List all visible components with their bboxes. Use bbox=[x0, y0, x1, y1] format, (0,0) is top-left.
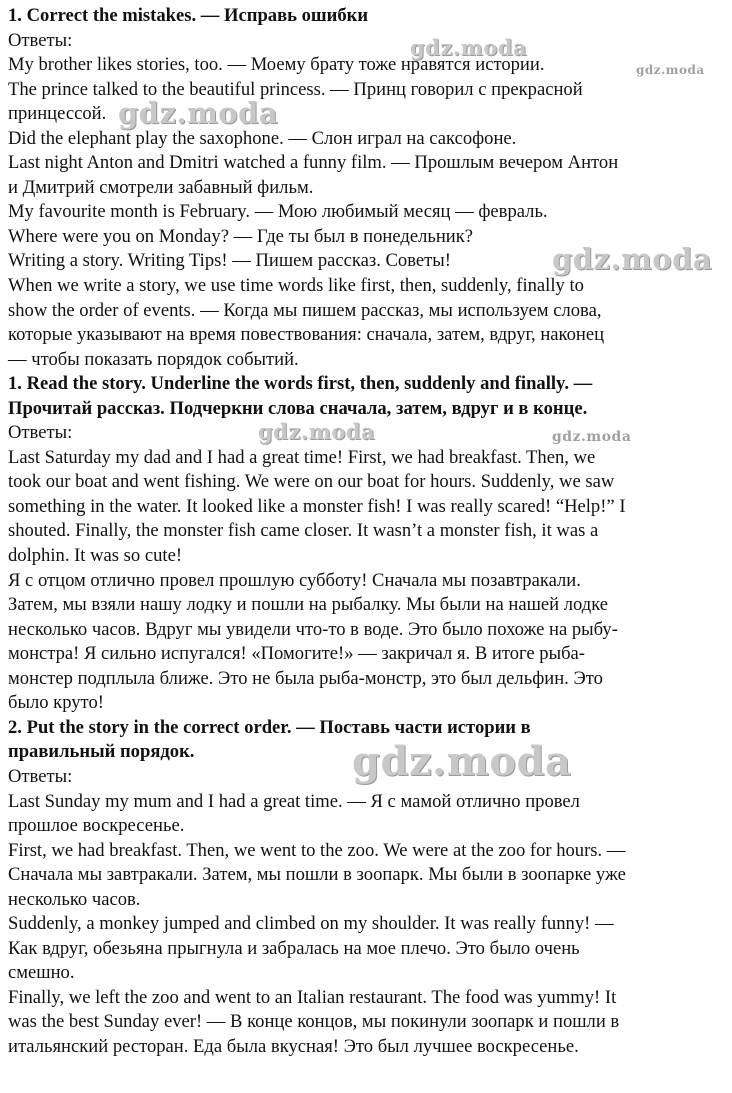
section-heading: 1. Correct the mistakes. — Исправь ошибки bbox=[8, 5, 369, 26]
text-line: Last Saturday my dad and I had a great time! First, we had breakfast. Then, we bbox=[8, 446, 596, 468]
document-body bbox=[8, 4, 724, 1060]
text-line: First, we had breakfast. Then, we went to the zoo. We were at the zoo for hours. — bbox=[8, 839, 626, 861]
text-line: несколько часов. bbox=[8, 888, 141, 910]
text-line: Writing a story. Writing Tips! — Пишем рассказ. Советы! bbox=[8, 250, 451, 272]
text-line: Suddenly, a monkey jumped and climbed on my shoulder. It was really funny! — bbox=[8, 913, 614, 935]
text-line: несколько часов. Вдруг мы увидели что-то в воде. Это было похоже на рыбу- bbox=[8, 618, 618, 640]
watermark: gdz.moda bbox=[552, 242, 713, 276]
text-line: Did the elephant play the saxophone. — Слон играл на саксофоне. bbox=[8, 127, 517, 149]
text-line: Where were you on Monday? — Где ты был в понедельник? bbox=[8, 225, 474, 247]
text-line: shouted. Finally, the monster fish came closer. It wasn’t a monster fish, it was a bbox=[8, 520, 599, 542]
watermark: gdz.moda bbox=[552, 429, 632, 445]
text-line: took our boat and went fishing. We were on our boat for hours. Suddenly, we saw bbox=[8, 471, 615, 493]
text-line: — чтобы показать порядок событий. bbox=[8, 348, 299, 370]
text-line: смешно. bbox=[8, 962, 75, 984]
text-line: something in the water. It looked like a monster fish! I was really scared! “Help!” I bbox=[8, 495, 626, 517]
text-line: Finally, we left the zoo and went to an Italian restaurant. The food was yummy! It bbox=[8, 986, 617, 1008]
text-line: Я с отцом отлично провел прошлую субботу! Сначала мы позавтракали. bbox=[8, 569, 581, 591]
text-line: My brother likes stories, too. — Моему брату тоже нравятся истории. bbox=[8, 54, 545, 76]
text-line: и Дмитрий смотрели забавный фильм. bbox=[8, 176, 314, 198]
text-line: Ответы: bbox=[8, 422, 73, 444]
text-line: принцессой. bbox=[8, 103, 107, 125]
text-line: итальянский ресторан. Еда была вкусная! Это был лучшее воскресенье. bbox=[8, 1035, 579, 1057]
text-line: show the order of events. — Когда мы пишем рассказ, мы используем слова, bbox=[8, 299, 602, 321]
text-line: было круто! bbox=[8, 692, 104, 714]
text-line: Ответы: bbox=[8, 29, 73, 51]
section-heading: 1. Read the story. Underline the words first, then, suddenly and finally. — bbox=[8, 373, 593, 395]
text-line: was the best Sunday ever! — В конце концов, мы покинули зоопарк и пошли в bbox=[8, 1011, 620, 1033]
text-line: монстер подплыла ближе. Это не была рыба-монстр, это был дельфин. Это bbox=[8, 667, 603, 689]
watermark: gdz.moda bbox=[118, 96, 279, 130]
text-line: которые указывают на время повествования: сначала, затем, вдруг, наконец bbox=[8, 324, 605, 346]
text-line: Last Sunday my mum and I had a great time. — Я с мамой отлично провел bbox=[8, 790, 580, 812]
section-heading: Прочитай рассказ. Подчеркни слова сначала, затем, вдруг и в конце. bbox=[8, 397, 588, 419]
watermark: gdz.moda bbox=[352, 738, 572, 785]
text-line: Last night Anton and Dmitri watched a funny film. — Прошлым вечером Антон bbox=[8, 152, 619, 174]
text-line: When we write a story, we use time words like first, then, suddenly, finally to bbox=[8, 275, 584, 297]
section-heading: 2. Put the story in the correct order. — Поставь части истории в bbox=[8, 716, 531, 738]
text-line: Сначала мы завтракали. Затем, мы пошли в зоопарк. Мы были в зоопарке уже bbox=[8, 864, 626, 886]
text-line: My favourite month is February. — Мою любимый месяц — февраль. bbox=[8, 201, 548, 223]
text-line: Как вдруг, обезьяна прыгнула и забралась на мое плечо. Это было очень bbox=[8, 937, 580, 959]
text-line: монстра! Я сильно испугался! «Помогите!» — закричал я. В итоге рыба- bbox=[8, 643, 585, 665]
watermark: gdz.moda bbox=[258, 419, 376, 444]
watermark: gdz.moda bbox=[636, 63, 705, 77]
text-line: dolphin. It was so cute! bbox=[8, 545, 183, 567]
text-line: Ответы: bbox=[8, 765, 73, 787]
section-heading: правильный порядок. bbox=[8, 741, 195, 763]
text-line: Затем, мы взяли нашу лодку и пошли на рыбалку. Мы были на нашей лодке bbox=[8, 594, 609, 616]
text-line: прошлое воскресенье. bbox=[8, 815, 185, 837]
text-line: The prince talked to the beautiful princess. — Принц говорил с прекрасной bbox=[8, 78, 583, 100]
watermark: gdz.moda bbox=[410, 35, 528, 60]
